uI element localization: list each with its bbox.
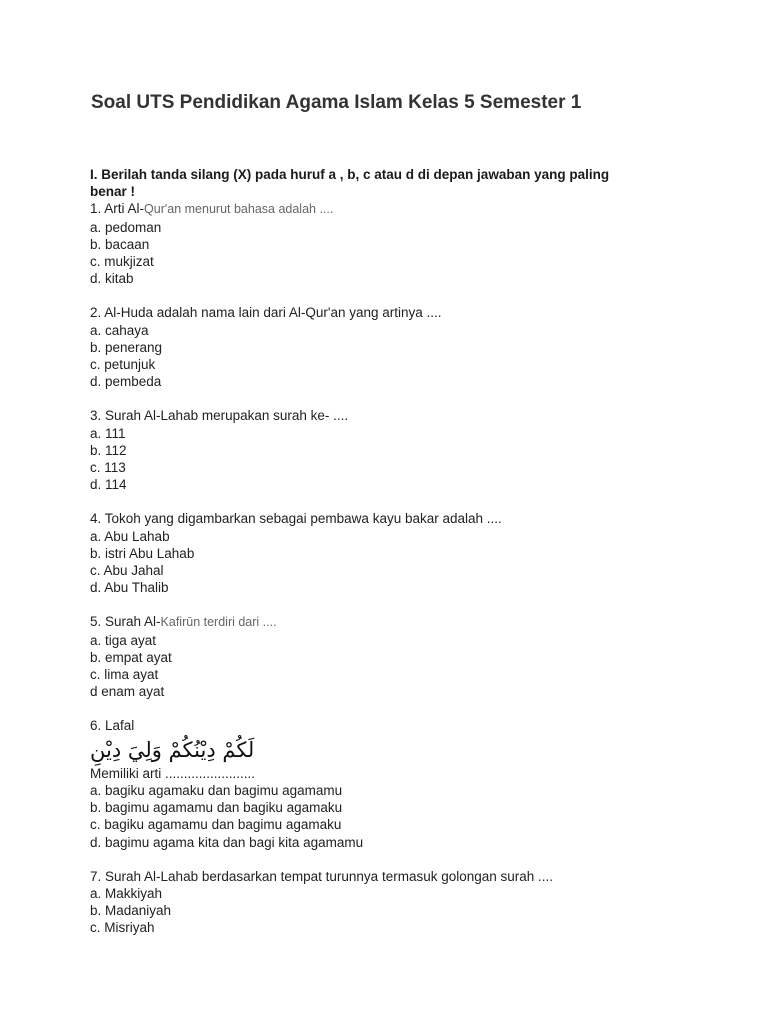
instruction-line: I. Berilah tanda silang (X) pada huruf a , b, c atau d di depan jawaban yang paling	[90, 167, 610, 182]
answer-option: b. Madaniyah	[90, 903, 172, 919]
question-stem: 2. Al-Huda adalah nama lain dari Al-Qur'an yang artinya ....	[90, 305, 442, 321]
question-stem-part: Kafirūn terdiri dari ....	[160, 615, 277, 630]
question-2	[90, 304, 690, 390]
answer-option: a. 111	[90, 425, 126, 441]
answer-option: b. istri Abu Lahab	[90, 545, 195, 561]
answer-option: c. 113	[90, 460, 126, 476]
arabic-verse: لَكُمْ دِيْنُكُمْ وَلِيَ دِيْنِ	[90, 737, 255, 762]
question-stem: 6. Lafal	[90, 718, 135, 734]
question-stem-part: 5. Surah Al-	[90, 614, 161, 630]
answer-option: b. empat ayat	[90, 649, 172, 665]
answer-option: d. kitab	[90, 271, 134, 287]
answer-option: a. tiga ayat	[90, 632, 157, 648]
answer-option: c. petunjuk	[90, 357, 156, 373]
question-3	[90, 407, 690, 493]
answer-option: c. Abu Jahal	[90, 563, 164, 579]
question-stem	[90, 613, 690, 631]
answer-option: b. bacaan	[90, 236, 150, 252]
question-list	[90, 166, 690, 937]
question-7	[90, 868, 690, 937]
answer-option: b. 112	[90, 442, 127, 458]
question-stem	[90, 200, 690, 218]
question-meaning: Memiliki arti ........................	[90, 765, 256, 781]
instruction	[90, 166, 690, 200]
question-5	[90, 613, 690, 700]
question-4	[90, 510, 690, 596]
answer-option: c. lima ayat	[90, 667, 159, 683]
answer-option: d. pembeda	[90, 374, 162, 390]
question-stem: 4. Tokoh yang digambarkan sebagai pembawa kayu bakar adalah ....	[90, 511, 502, 527]
answer-option: d enam ayat	[90, 684, 165, 700]
answer-option: d. bagimu agama kita dan bagi kita agamamu	[90, 834, 364, 850]
page-title: Soal UTS Pendidikan Agama Islam Kelas 5 Semester 1	[91, 92, 582, 113]
question-stem-part: 1. Arti Al-	[90, 201, 145, 217]
answer-option: d. Abu Thalib	[90, 580, 169, 596]
question-stem-part: Qur'an menurut bahasa adalah ....	[144, 202, 334, 217]
answer-option: a. Abu Lahab	[90, 528, 170, 544]
answer-option: a. cahaya	[90, 322, 149, 338]
question-stem: 7. Surah Al-Lahab berdasarkan tempat turunnya termasuk golongan surah ....	[90, 868, 554, 884]
question-stem: 3. Surah Al-Lahab merupakan surah ke- ....	[90, 408, 349, 424]
question-1	[90, 200, 690, 287]
answer-option: a. pedoman	[90, 219, 162, 235]
answer-option: b. bagimu agamamu dan bagiku agamaku	[90, 800, 343, 816]
answer-option: b. penerang	[90, 339, 163, 355]
instruction-line: benar !	[90, 184, 136, 200]
answer-option: c. bagiku agamamu dan bagimu agamaku	[90, 817, 342, 833]
answer-option: a. bagiku agamaku dan bagimu agamamu	[90, 782, 343, 798]
answer-option: a. Makkiyah	[90, 885, 163, 901]
answer-option: c. Misriyah	[90, 920, 155, 936]
question-6	[90, 717, 690, 850]
answer-option: d. 114	[90, 477, 127, 493]
answer-option: c. mukjizat	[90, 254, 154, 270]
